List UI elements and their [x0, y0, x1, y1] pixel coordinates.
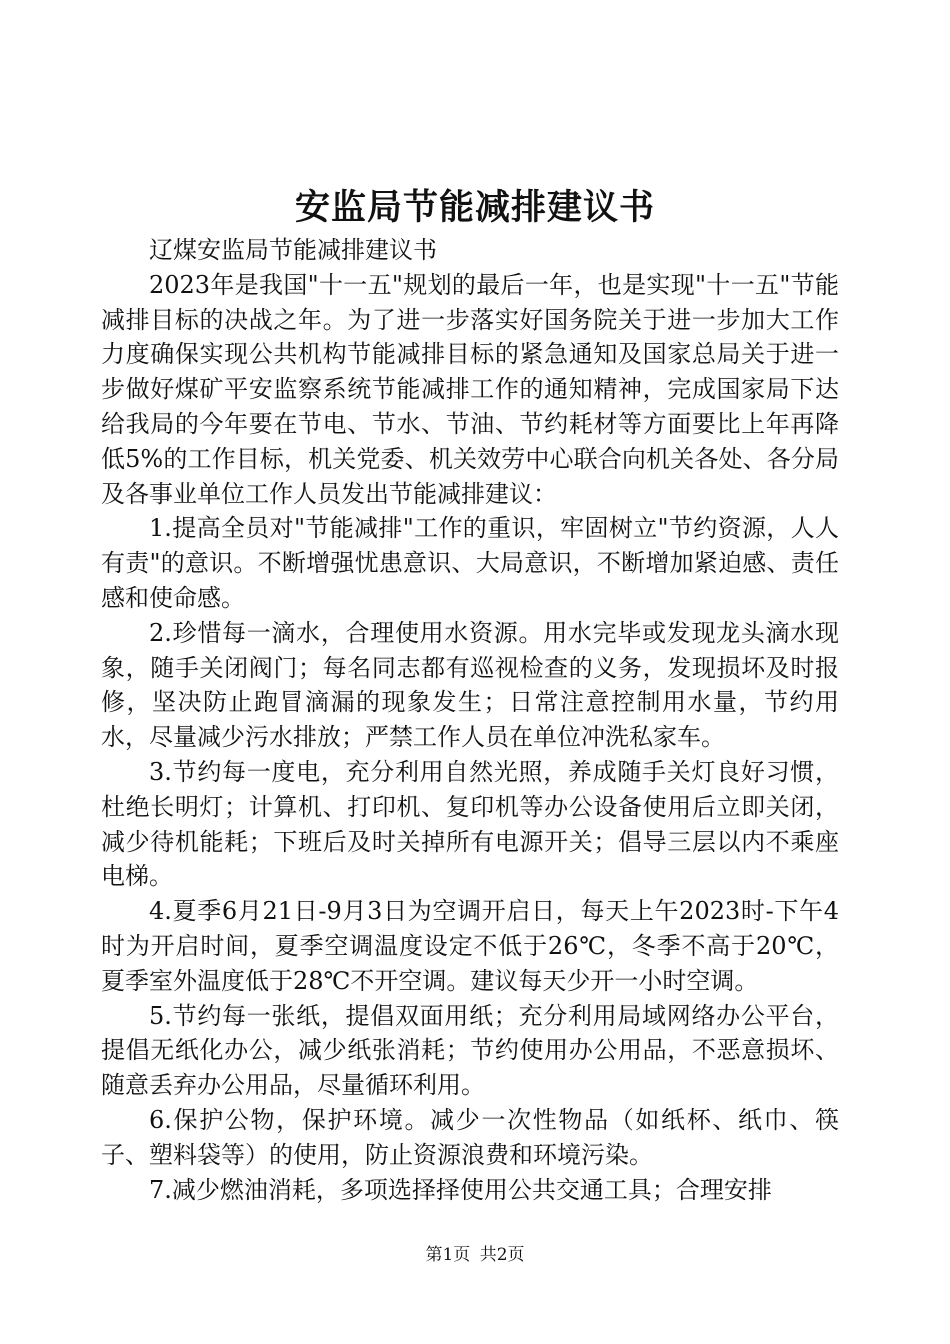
paragraph-item-2: 2.珍惜每一滴水，合理使用水资源。用水完毕或发现龙头滴水现象，随手关闭阀门；每名同志都有巡视检查的义务，发现损坏及时报修，坚决防止跑冒滴漏的现象发生；日常注意控制用水量，节约用水，尽量减少污水排放；严禁工作人员在单位冲洗私家车。: [101, 618, 839, 752]
paragraph-item-3: 3.节约每一度电，充分利用自然光照，养成随手关灯良好习惯，杜绝长明灯；计算机、打印机、复印机等办公设备使用后立即关闭，减少待机能耗；下班后及时关掉所有电源开关；倡导三层以内不乘座电梯。: [101, 757, 839, 891]
paragraph-item-7: 7.减少燃油消耗，多项选择择使用公共交通工具；合理安排: [149, 1175, 772, 1204]
paragraph-item-4: 4.夏季6月21日-9月3日为空调开启日，每天上午2023时-下午4时为开启时间，夏季空调温度设定不低于26℃，冬季不高于20℃，夏季室外温度低于28℃不开空调。建议每天少开一小时空调。: [101, 897, 839, 995]
paragraph-item-5: 5.节约每一张纸，提倡双面用纸；充分利用局域网络办公平台，提倡无纸化办公，减少纸张消耗；节约使用办公用品，不恶意损坏、随意丢弃办公用品，尽量循环利用。: [101, 1001, 839, 1100]
paragraph-subtitle: 辽煤安监局节能减排建议书: [149, 236, 437, 264]
paragraph-intro: 2023年是我国"十一五"规划的最后一年，也是实现"十一五"节能减排目标的决战之年。为了进一步落实好国务院关于进一步加大工作力度确保实现公共机构节能减排目标的紧急通知及国家总局关于进一步做好煤矿平安监察系统节能减排工作的通知精神，完成国家局下达给我局的今年要在节电、节水、节油、节约耗材等方面要比上年再降低5%的工作目标，机关党委、机关效劳中心联合向机关各处、各分局及各事业单位工作人员发出节能减排建议：: [101, 270, 839, 508]
page-total: 共2页: [479, 1245, 525, 1265]
document-body: [101, 233, 839, 1207]
page-number: 第1页: [425, 1245, 471, 1265]
paragraph-item-6: 6.保护公物，保护环境。减少一次性物品（如纸杯、纸巾、筷子、塑料袋等）的使用，防止资源浪费和环境污染。: [101, 1105, 839, 1169]
paragraph-item-1: 1.提高全员对"节能减排"工作的重识，牢固树立"节约资源，人人有责"的意识。不断增强忧患意识、大局意识，不断增加紧迫感、责任感和使命感。: [101, 514, 839, 612]
document-title: 安监局节能减排建议书: [294, 187, 655, 228]
page-footer: [0, 1244, 950, 1266]
